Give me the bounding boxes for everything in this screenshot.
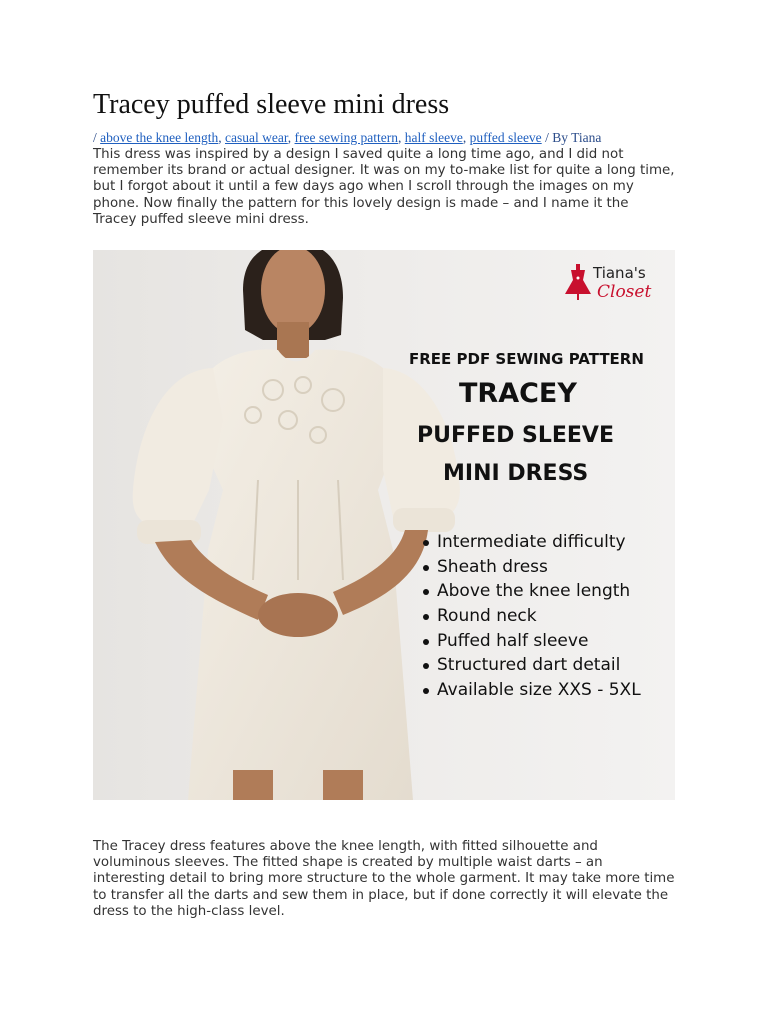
dress-form-logo-icon: [563, 262, 593, 302]
description-paragraph: The Tracey dress features above the knee length, with fitted silhouette and voluminous sleeves. The fitted shape is created by multiple waist darts – an interesting detail to bring more structure to the whole garment. It may take more time to transfer all the darts and sew them in place, but if done correctly it will elevate the dress to the high-class level.: [93, 839, 675, 919]
pattern-heading-style: PUFFED SLEEVE: [417, 423, 614, 448]
bullet-icon: [423, 589, 429, 595]
tag-link-casual-wear[interactable]: casual wear: [224, 130, 288, 145]
feature-item: Round neck: [423, 604, 641, 629]
model-photo: [93, 250, 675, 800]
post-meta: / above the knee length, casual wear, free sewing pattern, half sleeve, puffed sleeve / By Tiana: [93, 130, 602, 145]
feature-item: Intermediate difficulty: [423, 530, 641, 555]
hero-image: [93, 250, 675, 800]
feature-item: Puffed half sleeve: [423, 629, 641, 654]
feature-list: [423, 530, 641, 703]
tag-link-half-sleeve[interactable]: half sleeve: [404, 130, 463, 145]
intro-paragraph: This dress was inspired by a design I saved quite a long time ago, and I did not remember its brand or actual designer. It was on my to-make list for quite a long time, but I forgot about it until a few days ago when I scroll through the images on my phone. Now finally the pattern for this lovely design is made – and I name it the Tracey puffed sleeve mini dress.: [93, 147, 675, 227]
pattern-kicker: FREE PDF SEWING PATTERN: [409, 350, 644, 368]
pattern-heading-type: MINI DRESS: [443, 461, 589, 486]
feature-item: Above the knee length: [423, 579, 641, 604]
tag-link-above-the-knee-length[interactable]: above the knee length: [100, 130, 219, 145]
feature-item: Available size XXS - 5XL: [423, 678, 641, 703]
brand-name-line1: Tiana's: [593, 264, 646, 282]
pattern-heading-name: TRACEY: [459, 378, 577, 409]
brand-logo: [563, 262, 663, 306]
bullet-icon: [423, 663, 429, 669]
bullet-icon: [423, 639, 429, 645]
meta-author: / By Tiana: [545, 130, 602, 145]
post-title: Tracey puffed sleeve mini dress: [93, 89, 450, 120]
bullet-icon: [423, 540, 429, 546]
feature-item: Structured dart detail: [423, 653, 641, 678]
feature-item: Sheath dress: [423, 555, 641, 580]
tag-link-free-sewing-pattern[interactable]: free sewing pattern: [294, 130, 398, 145]
bullet-icon: [423, 614, 429, 620]
brand-name-line2: Closet: [597, 282, 652, 302]
bullet-icon: [423, 565, 429, 571]
tag-link-puffed-sleeve[interactable]: puffed sleeve: [469, 130, 542, 145]
meta-prefix: /: [93, 130, 97, 145]
bullet-icon: [423, 688, 429, 694]
